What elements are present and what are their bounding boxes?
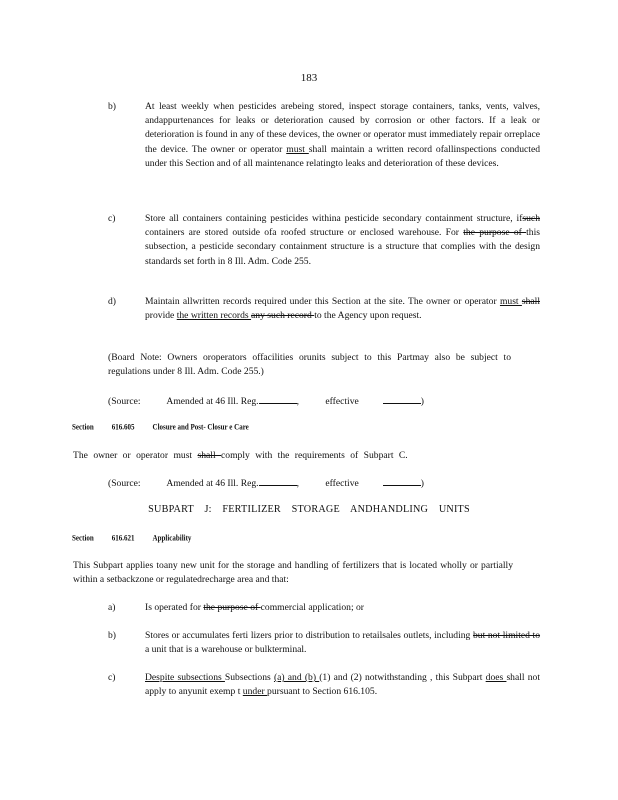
text-run: a unit that is a warehouse or bulkterminal.	[145, 644, 307, 656]
text-run: pursuant to Section 616.105.	[267, 686, 378, 698]
source-label: (Source:	[108, 396, 141, 407]
item-text	[145, 295, 540, 323]
effective-blank	[383, 394, 421, 404]
item-text	[145, 629, 540, 657]
applicability-intro: This Subpart applies toany new unit for the storage and handling of fertilizers that is located wholly or partially within a setbackzone or regulatedrecharge area and that:	[73, 560, 513, 586]
item-marker: a)	[108, 602, 116, 613]
section-title: Applicability	[152, 533, 192, 543]
deleted-text: shall	[197, 450, 222, 461]
reg-blank	[259, 394, 297, 404]
effective-blank	[383, 476, 421, 486]
source-amended: Amended at 46 Ill. Reg.	[166, 396, 259, 407]
text-run: (1) and (2) notwithstanding , this Subpart	[319, 672, 486, 683]
text-run: comply with the requirements of Subpart C.	[221, 450, 408, 461]
source-effective: effective	[325, 396, 359, 407]
text-run: Store all containers containing pesticides withina pesticide secondary containment structure, if	[145, 213, 523, 224]
deleted-text: the purpose of	[203, 602, 261, 613]
source-amended: Amended at 46 Ill. Reg.	[166, 478, 259, 489]
section-title: Closure and Post- Closur e Care	[152, 422, 249, 432]
inserted-text: under	[242, 686, 268, 698]
text-run: containers are stored outside ofa roofed structure or enclosed warehouse. For	[145, 227, 464, 239]
section-heading-616-605: Section 616.605 Closure and Post- Closur e Care	[72, 422, 249, 432]
item-marker: c)	[108, 672, 116, 683]
source-note-1: (Source: Amended at 46 Ill. Reg. , effective )	[108, 396, 424, 407]
item-marker: d)	[108, 296, 116, 307]
page-number: 183	[300, 72, 318, 84]
inserted-text: (a) and (b)	[273, 672, 320, 683]
text-run: shall not apply to anyunit exemp t	[145, 672, 541, 698]
inserted-text: Despite subsections	[145, 672, 225, 683]
deleted-text: the purpose of	[463, 227, 527, 239]
deleted-text: shall	[521, 296, 540, 307]
item-marker: b)	[108, 101, 116, 112]
closure-text	[73, 449, 513, 463]
deleted-text: but not limited to	[472, 630, 541, 641]
item-marker: c)	[108, 213, 116, 224]
source-effective: effective	[325, 478, 359, 489]
inserted-text: must	[499, 296, 522, 307]
deleted-text: such	[522, 213, 540, 224]
deleted-text: any such record	[251, 310, 315, 322]
subpart-heading: SUBPART J: FERTILIZER STORAGE ANDHANDLING UNITS	[148, 504, 470, 515]
text-run: Subsections	[224, 672, 274, 683]
text-run: Maintain allwritten records required under this Section at the site. The owner or operator	[145, 296, 500, 307]
text-run: commercial application; or	[260, 602, 364, 613]
inserted-text: does	[485, 672, 507, 683]
item-text	[145, 100, 540, 171]
text-run: shall maintain a written record ofallinspections conducted under this Section and of all maintenance relatingto leaks and deterioration of these devices.	[145, 143, 540, 169]
text-run: to the Agency upon request.	[314, 310, 422, 322]
text-run: Stores or accumulates ferti lizers prior to distribution to retailsales outlets, including	[145, 630, 473, 641]
item-text	[145, 671, 540, 699]
text-run: provide	[145, 310, 177, 322]
item-text	[145, 212, 540, 269]
section-heading-616-621: Section 616.621 Applicability	[72, 533, 192, 543]
text-run: At least weekly when pesticides arebeing stored, inspect storage containers, tanks, vents, valves, andappurtenances for leaks or deterioration caused by corrosion or other factors. If a leak or deterioration is found in any of these devices, the owner or operator must immediately repair orreplace the device. The owner or operator	[145, 101, 540, 155]
text-run: this subsection, a pesticide secondary containment structure is a structure that complies with the design standards set forth in 8 Ill. Adm. Code 255.	[145, 227, 540, 267]
board-note: (Board Note: Owners oroperators offacilities orunits subject to this Partmay also be subject to regulations under 8 Ill. Adm. Code 255.)	[108, 352, 511, 378]
item-text	[145, 601, 540, 615]
inserted-text: must	[286, 143, 309, 155]
inserted-text: the written records	[176, 310, 252, 322]
text-run: The owner or operator must	[73, 450, 198, 461]
source-label: (Source:	[108, 478, 141, 489]
source-note-2: (Source: Amended at 46 Ill. Reg. , effective )	[108, 478, 424, 489]
reg-blank	[259, 476, 297, 486]
text-run: Is operated for	[145, 602, 204, 613]
item-marker: b)	[108, 630, 116, 641]
